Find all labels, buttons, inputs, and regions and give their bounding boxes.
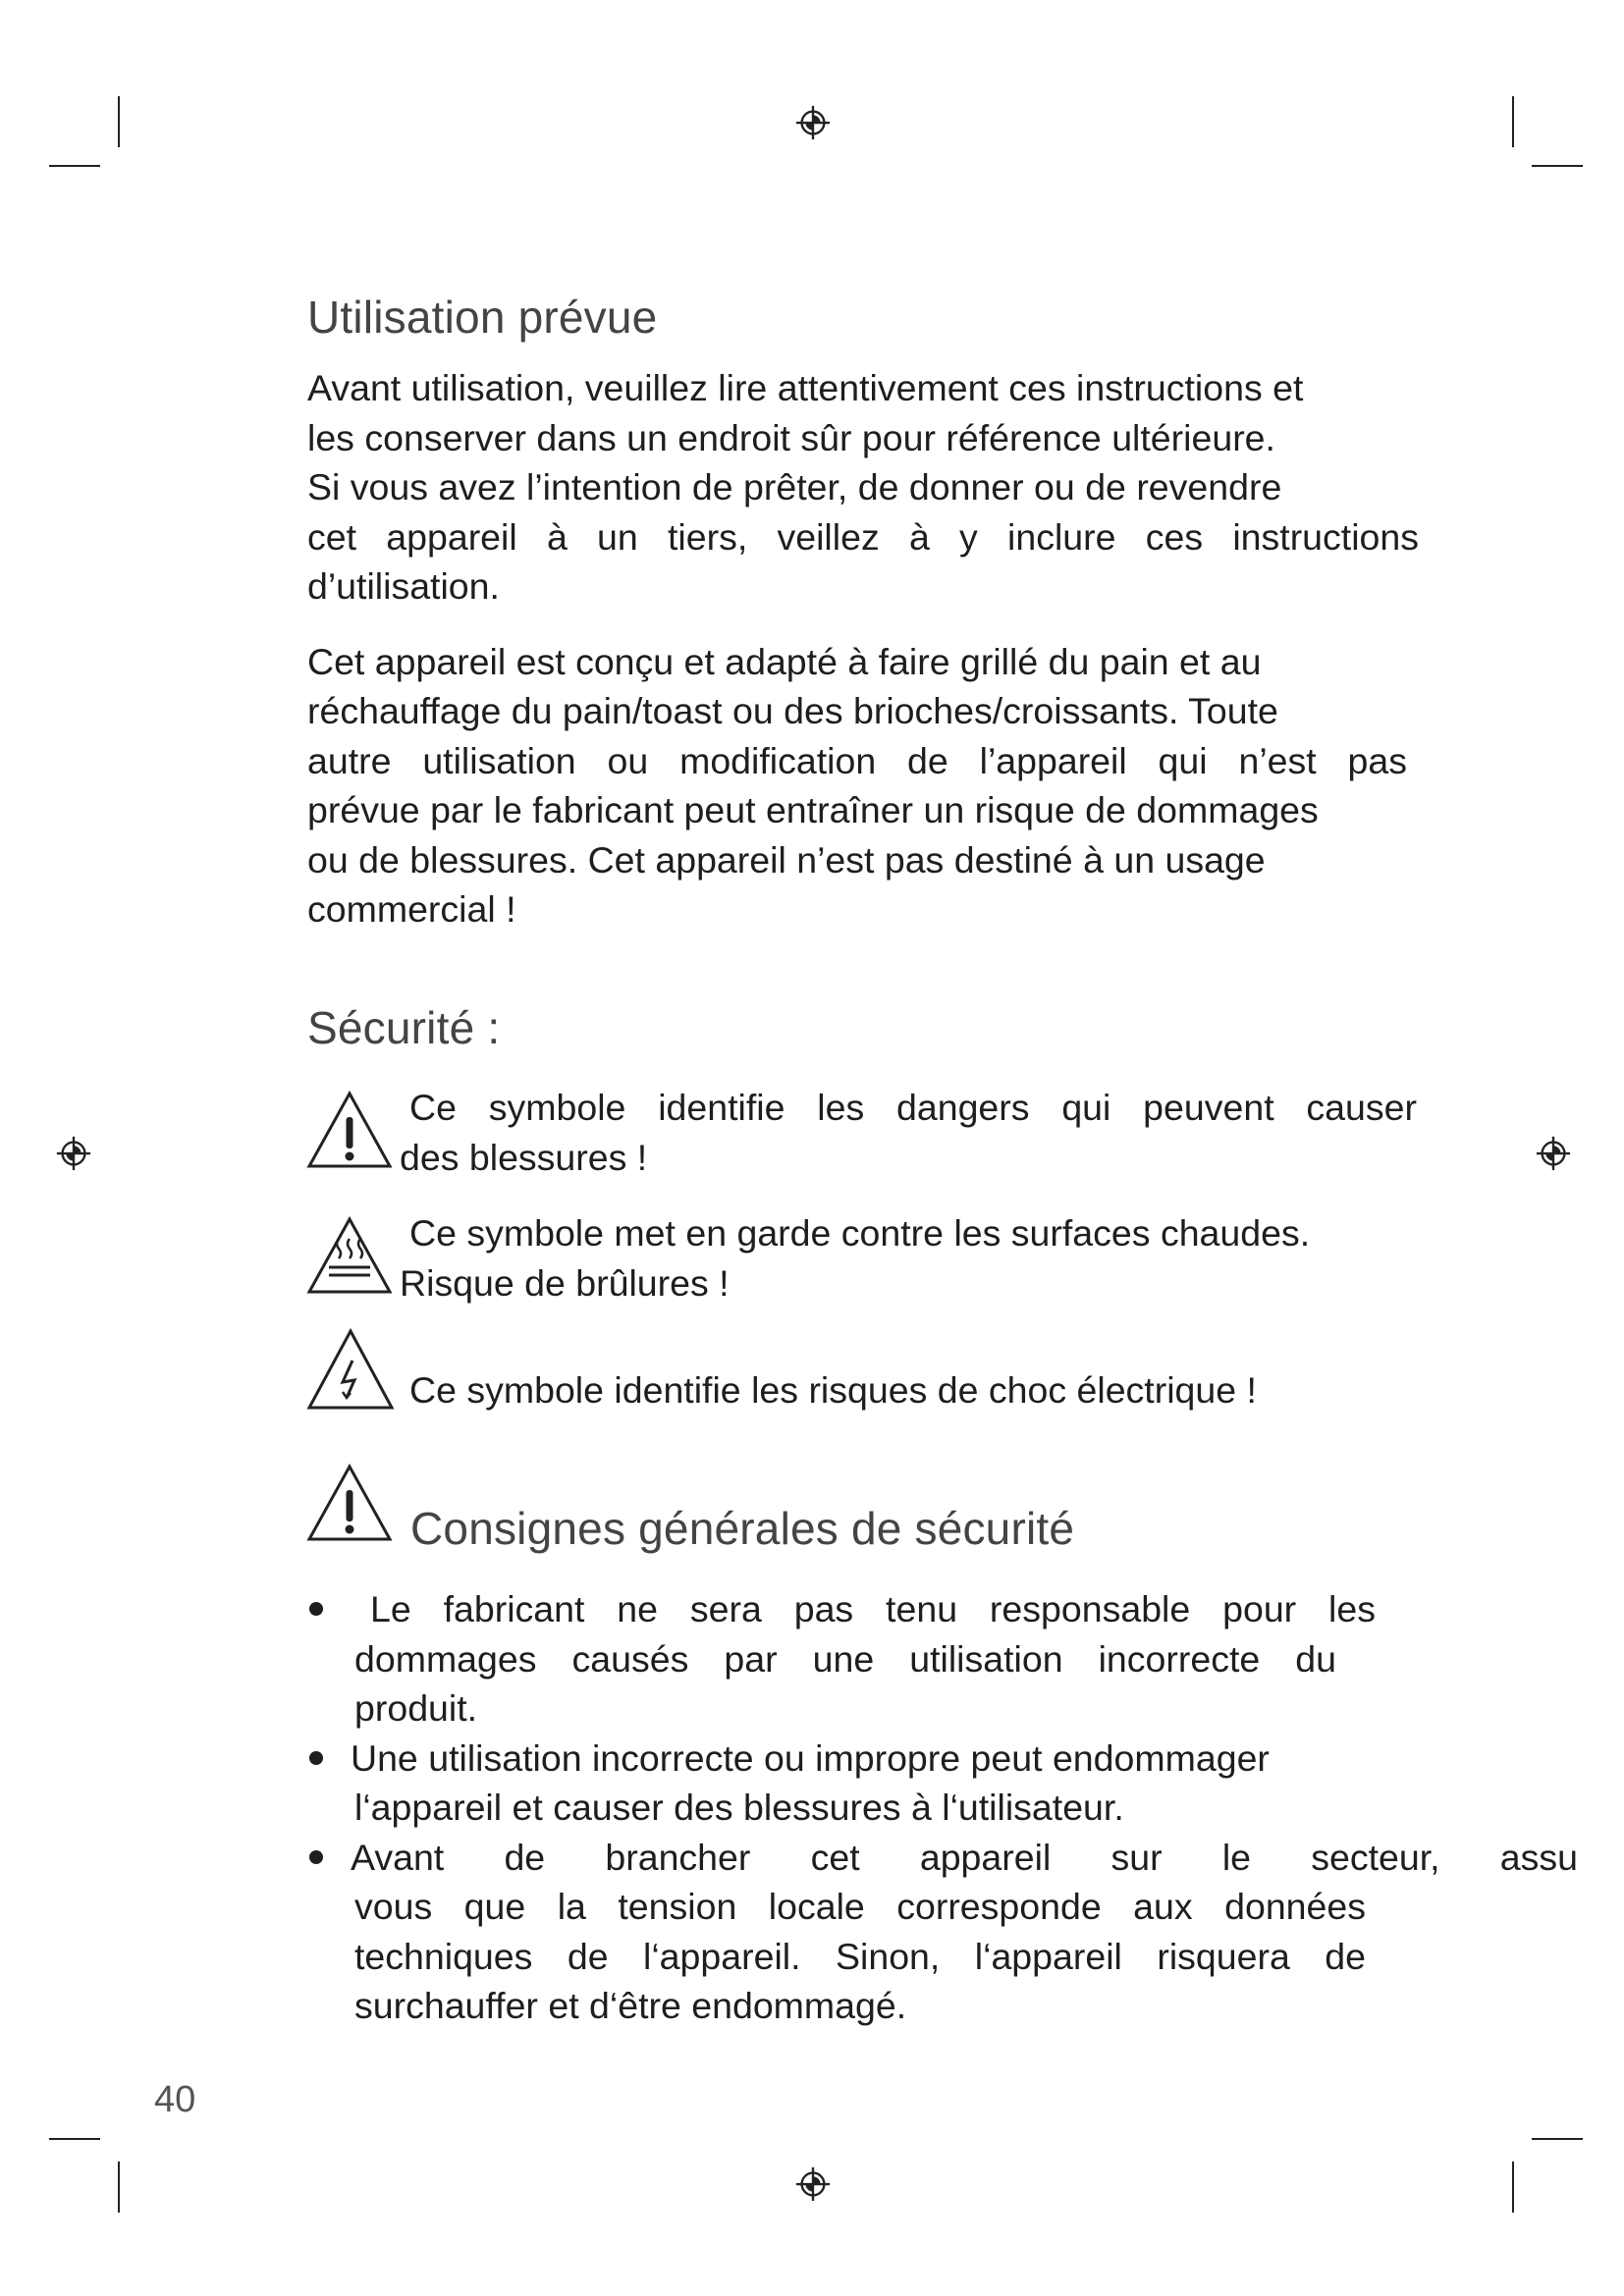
- section-heading-safety: Sécurité :: [307, 1002, 501, 1053]
- general-safety-list: [307, 1584, 1584, 2031]
- warning-exclamation-icon: [305, 1090, 394, 1170]
- registration-mark-icon: [55, 1135, 92, 1172]
- hot-surface-icon: [305, 1215, 394, 1296]
- intended-use-section: [307, 291, 1419, 934]
- page-number: 40: [154, 2079, 196, 2120]
- section-heading-intended-use: Utilisation prévue: [307, 292, 658, 343]
- list-item-line: Une utilisation incorrecte ou impropre peut endommager: [351, 1736, 1270, 1779]
- list-item: [307, 1584, 1584, 1734]
- crop-mark-bottom-left-vertical: [118, 2162, 120, 2213]
- symbol-line: Ce symbole identifie les risques de choc électrique !: [409, 1369, 1257, 1411]
- bullet-icon: [309, 1602, 323, 1616]
- paragraph-line: ou de blessures. Cet appareil n’est pas destiné à un usage: [307, 838, 1266, 881]
- crop-mark-top-left-vertical: [118, 96, 120, 147]
- symbol-line: Ce symbole identifie les dangers qui peuvent causer: [409, 1087, 1417, 1128]
- paragraph-line: réchauffage du pain/toast ou des brioches/croissants. Toute: [307, 690, 1278, 731]
- registration-mark-icon: [794, 2165, 832, 2203]
- symbol-electric-text: [409, 1365, 1421, 1415]
- crop-mark-bottom-right-horizontal: [1532, 2138, 1583, 2140]
- paragraph-line: Si vous avez l’intention de prêter, de donner ou de revendre: [307, 466, 1282, 507]
- list-item-line: surchauffer et d‘être endommagé.: [354, 1985, 907, 2026]
- bullet-icon: [309, 1850, 323, 1864]
- registration-mark-icon: [1535, 1135, 1572, 1172]
- list-item-line: techniques de l‘appareil. Sinon, l‘appareil risquera de: [354, 1935, 1366, 1977]
- paragraph-line: Cet appareil est conçu et adapté à faire grillé du pain et au: [307, 640, 1262, 682]
- symbol-warning-text: [400, 1083, 1417, 1182]
- list-item-line: dommages causés par une utilisation incorrecte du: [354, 1637, 1336, 1680]
- crop-mark-top-left-horizontal: [49, 165, 100, 167]
- paragraph-line: commercial !: [307, 888, 516, 930]
- paragraph-line: les conserver dans un endroit sûr pour référence ultérieure.: [307, 416, 1275, 458]
- paragraph-line: prévue par le fabricant peut entraîner un risque de dommages: [307, 789, 1319, 830]
- paragraph-line: autre utilisation ou modification de l’appareil qui n’est pas: [307, 739, 1407, 781]
- registration-mark-icon: [794, 104, 832, 141]
- section-heading-general-safety: Consignes générales de sécurité: [410, 1503, 1075, 1554]
- intended-use-paragraph-1: [307, 363, 1419, 612]
- symbol-hot-surface-text: [400, 1208, 1417, 1308]
- symbol-line: des blessures !: [400, 1136, 648, 1178]
- paragraph-line: d’utilisation.: [307, 565, 500, 607]
- list-item: [307, 1833, 1584, 2031]
- electric-shock-icon: [305, 1327, 396, 1412]
- list-item-line: Le fabricant ne sera pas tenu responsable pour les: [370, 1588, 1376, 1629]
- paragraph-line: cet appareil à un tiers, veillez à y inclure ces instructions: [307, 515, 1419, 558]
- crop-mark-bottom-right-vertical: [1512, 2162, 1514, 2213]
- symbol-line: Ce symbole met en garde contre les surfaces chaudes.: [409, 1212, 1311, 1254]
- bullet-icon: [309, 1751, 323, 1765]
- list-item: [307, 1734, 1584, 1833]
- list-item-line: Avant de brancher cet appareil sur le secteur, assu: [351, 1836, 1578, 1878]
- crop-mark-top-right-vertical: [1512, 96, 1514, 147]
- warning-exclamation-icon: [305, 1463, 394, 1543]
- list-item-line: l‘appareil et causer des blessures à l‘utilisateur.: [354, 1787, 1124, 1828]
- intended-use-paragraph-2: [307, 637, 1419, 934]
- crop-mark-bottom-left-horizontal: [49, 2138, 100, 2140]
- crop-mark-top-right-horizontal: [1532, 165, 1583, 167]
- list-item-line: produit.: [354, 1687, 478, 1729]
- paragraph-line: Avant utilisation, veuillez lire attentivement ces instructions et: [307, 367, 1304, 408]
- list-item-line: vous que la tension locale corresponde aux données: [354, 1886, 1366, 1927]
- symbol-line: Risque de brûlures !: [400, 1261, 730, 1304]
